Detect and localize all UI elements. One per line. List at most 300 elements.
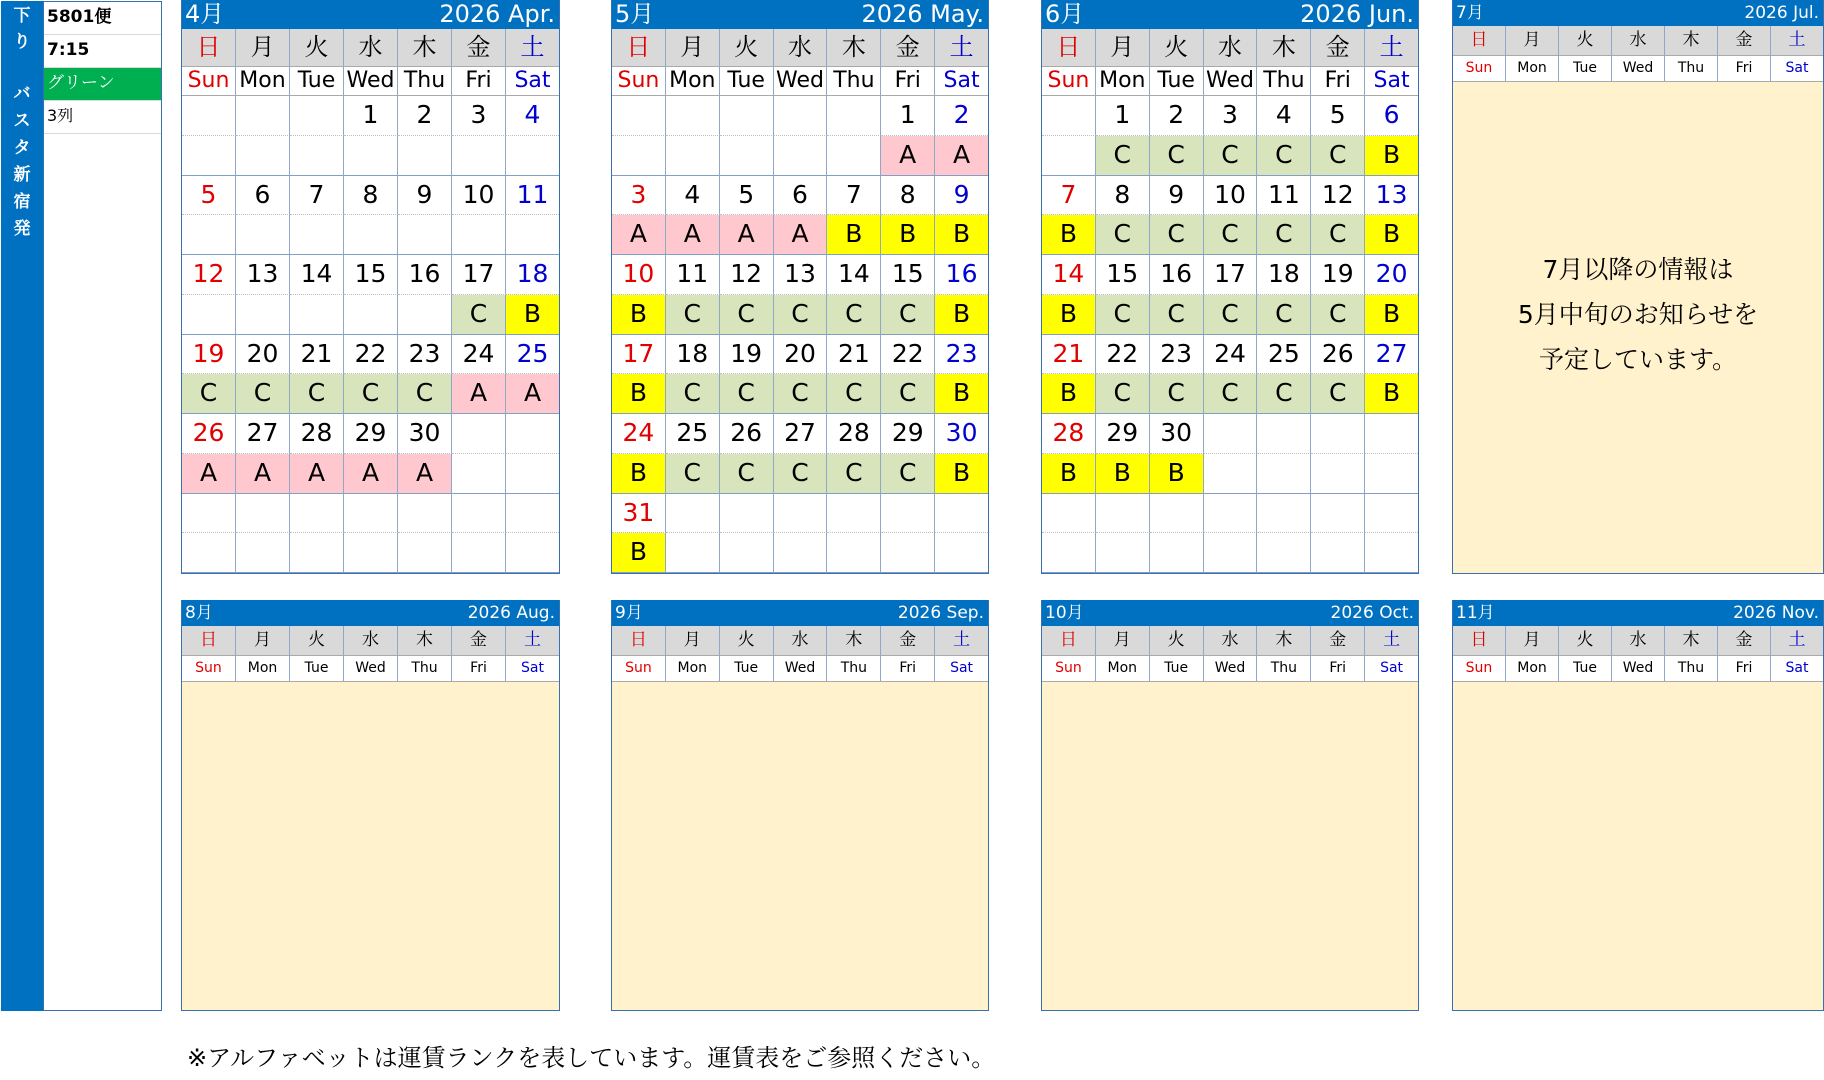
date-cell bbox=[827, 494, 881, 534]
date-row bbox=[612, 176, 988, 216]
date-cell: 10 bbox=[1204, 176, 1258, 216]
date-cell bbox=[398, 494, 452, 534]
fare-rank-cell: C bbox=[290, 374, 344, 414]
date-cell: 9 bbox=[398, 176, 452, 216]
fare-rank-cell bbox=[720, 533, 774, 573]
weekday-label: Fri bbox=[1311, 656, 1365, 682]
date-cell: 16 bbox=[935, 255, 988, 295]
weekday-label: 日 bbox=[182, 29, 236, 67]
date-row bbox=[182, 414, 559, 454]
date-cell: 12 bbox=[182, 255, 236, 295]
weekday-label: Fri bbox=[1718, 56, 1771, 82]
date-cell: 6 bbox=[774, 176, 828, 216]
weekday-label: Thu bbox=[398, 67, 452, 96]
weekday-row-ja bbox=[612, 29, 988, 67]
fare-rank-cell bbox=[398, 533, 452, 573]
notice-line: 予定しています。 bbox=[1538, 345, 1737, 374]
fare-rank-row bbox=[1042, 533, 1418, 573]
fare-rank-row bbox=[1042, 374, 1418, 414]
fare-rank-cell: C bbox=[1096, 295, 1150, 335]
fare-rank-cell bbox=[1096, 533, 1150, 573]
weekday-label: Sat bbox=[935, 656, 988, 682]
month-title-ja: 8月 bbox=[185, 603, 213, 623]
date-cell: 8 bbox=[881, 176, 935, 216]
weekday-label: 水 bbox=[344, 626, 398, 656]
date-cell: 22 bbox=[344, 335, 398, 375]
weekday-label: Tue bbox=[1559, 656, 1612, 682]
date-cell bbox=[1150, 494, 1204, 534]
date-cell: 5 bbox=[1311, 96, 1365, 136]
weekday-label: Fri bbox=[1718, 656, 1771, 682]
weekday-label: 金 bbox=[1718, 26, 1771, 56]
weekday-label: 土 bbox=[506, 29, 559, 67]
fare-rank-cell: B bbox=[612, 295, 666, 335]
weekday-label: Fri bbox=[452, 656, 506, 682]
fare-rank-cell: C bbox=[881, 295, 935, 335]
month-title-ja: 7月 bbox=[1456, 3, 1484, 23]
fare-rank-cell bbox=[506, 533, 559, 573]
date-cell: 29 bbox=[881, 414, 935, 454]
weekday-label: 水 bbox=[1612, 26, 1665, 56]
fare-rank-cell: C bbox=[1311, 215, 1365, 255]
date-cell bbox=[1204, 494, 1258, 534]
fare-rank-cell bbox=[182, 295, 236, 335]
fare-rank-row bbox=[612, 215, 988, 255]
weekday-label: Mon bbox=[236, 656, 290, 682]
date-cell: 2 bbox=[398, 96, 452, 136]
date-cell bbox=[1365, 414, 1418, 454]
fare-rank-cell: C bbox=[827, 295, 881, 335]
fare-rank-cell bbox=[1150, 533, 1204, 573]
fare-rank-cell bbox=[1204, 454, 1258, 494]
fare-rank-cell bbox=[398, 215, 452, 255]
date-cell: 8 bbox=[1096, 176, 1150, 216]
fare-rank-cell bbox=[182, 136, 236, 176]
weekday-label: Tue bbox=[1559, 56, 1612, 82]
weekday-label: 火 bbox=[290, 626, 344, 656]
fare-rank-cell: A bbox=[452, 374, 506, 414]
date-cell: 26 bbox=[182, 414, 236, 454]
weekday-label: Mon bbox=[1506, 656, 1559, 682]
date-cell: 1 bbox=[1096, 96, 1150, 136]
month-header bbox=[182, 600, 559, 626]
weekday-label: Wed bbox=[344, 656, 398, 682]
fare-rank-cell bbox=[506, 136, 559, 176]
month-calendar bbox=[1452, 0, 1824, 574]
fare-rank-cell: C bbox=[398, 374, 452, 414]
month-header bbox=[1453, 600, 1823, 626]
fare-rank-cell: B bbox=[1365, 136, 1418, 176]
fare-rank-cell: B bbox=[506, 295, 559, 335]
weekday-label: 火 bbox=[1150, 29, 1204, 67]
weekday-label: Sat bbox=[935, 67, 988, 96]
date-cell bbox=[612, 96, 666, 136]
weekday-label: 金 bbox=[881, 29, 935, 67]
date-cell: 28 bbox=[1042, 414, 1096, 454]
date-cell: 10 bbox=[452, 176, 506, 216]
date-cell: 11 bbox=[666, 255, 720, 295]
fare-rank-cell: A bbox=[612, 215, 666, 255]
month-title-en: 2026 Nov. bbox=[1733, 603, 1819, 623]
month-body-empty bbox=[182, 682, 559, 1010]
fare-rank-cell: C bbox=[720, 454, 774, 494]
weekday-label: 日 bbox=[182, 626, 236, 656]
weekday-label: 木 bbox=[398, 29, 452, 67]
fare-rank-cell: B bbox=[935, 295, 988, 335]
weekday-label: 木 bbox=[827, 626, 881, 656]
weekday-row-ja bbox=[182, 29, 559, 67]
fare-rank-cell: A bbox=[774, 215, 828, 255]
fare-rank-cell: C bbox=[1204, 136, 1258, 176]
weekday-label: Wed bbox=[1204, 656, 1258, 682]
date-cell: 26 bbox=[1311, 335, 1365, 375]
weekday-label: Mon bbox=[1506, 56, 1559, 82]
fare-rank-cell bbox=[290, 136, 344, 176]
month-title-en: 2026 Jun. bbox=[1300, 0, 1414, 28]
date-cell: 30 bbox=[935, 414, 988, 454]
date-cell: 3 bbox=[452, 96, 506, 136]
date-row bbox=[182, 494, 559, 534]
date-cell: 24 bbox=[612, 414, 666, 454]
weekday-label: Mon bbox=[1096, 656, 1150, 682]
date-cell: 17 bbox=[612, 335, 666, 375]
month-calendar bbox=[1041, 0, 1419, 574]
date-cell: 20 bbox=[236, 335, 290, 375]
weekday-label: 土 bbox=[1771, 626, 1823, 656]
date-cell bbox=[182, 96, 236, 136]
date-cell bbox=[236, 494, 290, 534]
date-cell bbox=[1042, 494, 1096, 534]
month-header bbox=[1042, 0, 1418, 29]
weekday-label: Sat bbox=[506, 656, 559, 682]
fare-rank-cell bbox=[881, 533, 935, 573]
date-cell: 15 bbox=[344, 255, 398, 295]
fare-rank-cell: A bbox=[398, 454, 452, 494]
date-cell: 15 bbox=[1096, 255, 1150, 295]
date-cell: 28 bbox=[290, 414, 344, 454]
departure-label: バ ス タ 新 宿 発 bbox=[13, 84, 31, 239]
weekday-label: Fri bbox=[881, 656, 935, 682]
month-title-en: 2026 Apr. bbox=[439, 0, 555, 28]
fare-rank-cell: C bbox=[1150, 215, 1204, 255]
weekday-label: 月 bbox=[1506, 26, 1559, 56]
fare-rank-cell bbox=[1365, 454, 1418, 494]
weekday-label: Wed bbox=[1204, 67, 1258, 96]
date-row bbox=[182, 255, 559, 295]
fare-rank-cell bbox=[1042, 136, 1096, 176]
date-row bbox=[182, 176, 559, 216]
month-header bbox=[1453, 0, 1823, 26]
date-cell: 1 bbox=[344, 96, 398, 136]
month-calendar bbox=[611, 0, 989, 574]
month-title-ja: 6月 bbox=[1045, 0, 1085, 28]
month-header bbox=[182, 0, 559, 29]
fare-rank-cell: C bbox=[344, 374, 398, 414]
fare-rank-cell: C bbox=[881, 374, 935, 414]
date-cell: 25 bbox=[666, 414, 720, 454]
weekday-label: Fri bbox=[1311, 67, 1365, 96]
date-cell: 9 bbox=[1150, 176, 1204, 216]
fare-rank-row bbox=[182, 374, 559, 414]
fare-rank-row bbox=[612, 136, 988, 176]
fare-rank-cell: B bbox=[827, 215, 881, 255]
fare-rank-cell: B bbox=[1150, 454, 1204, 494]
date-cell bbox=[344, 494, 398, 534]
fare-rank-row bbox=[182, 295, 559, 335]
weekday-label: Mon bbox=[666, 67, 720, 96]
month-body-empty bbox=[612, 682, 988, 1010]
fare-rank-cell bbox=[666, 136, 720, 176]
date-cell: 22 bbox=[881, 335, 935, 375]
date-cell: 28 bbox=[827, 414, 881, 454]
fare-rank-cell: C bbox=[720, 295, 774, 335]
fare-rank-cell: C bbox=[720, 374, 774, 414]
fare-rank-cell bbox=[935, 533, 988, 573]
date-row bbox=[182, 96, 559, 136]
fare-rank-cell: B bbox=[1042, 295, 1096, 335]
date-row bbox=[612, 414, 988, 454]
weekday-label: Sun bbox=[1042, 67, 1096, 96]
weekday-label: Tue bbox=[1150, 67, 1204, 96]
fare-rank-cell: B bbox=[1042, 215, 1096, 255]
weekday-row-en bbox=[1042, 67, 1418, 96]
weekday-label: Fri bbox=[452, 67, 506, 96]
fare-rank-cell: C bbox=[1204, 374, 1258, 414]
month-header bbox=[612, 0, 988, 29]
weekday-label: 日 bbox=[1042, 626, 1096, 656]
date-cell bbox=[1042, 96, 1096, 136]
date-cell bbox=[182, 494, 236, 534]
weekday-label: Thu bbox=[1665, 656, 1718, 682]
fare-rank-cell bbox=[236, 136, 290, 176]
fare-rank-cell bbox=[827, 136, 881, 176]
fare-rank-cell bbox=[1311, 533, 1365, 573]
date-cell: 29 bbox=[344, 414, 398, 454]
fare-rank-cell bbox=[290, 533, 344, 573]
date-cell: 21 bbox=[827, 335, 881, 375]
date-cell: 19 bbox=[182, 335, 236, 375]
date-cell: 2 bbox=[935, 96, 988, 136]
fare-rank-cell: C bbox=[666, 454, 720, 494]
fare-rank-cell bbox=[236, 533, 290, 573]
fare-rank-cell: C bbox=[666, 374, 720, 414]
date-cell bbox=[1365, 494, 1418, 534]
fare-rank-cell bbox=[1042, 533, 1096, 573]
weekday-label: 日 bbox=[1453, 26, 1506, 56]
date-cell: 16 bbox=[398, 255, 452, 295]
fare-rank-cell bbox=[452, 533, 506, 573]
weekday-label: 土 bbox=[1365, 29, 1418, 67]
date-cell: 14 bbox=[1042, 255, 1096, 295]
fare-rank-cell: C bbox=[1150, 136, 1204, 176]
fare-rank-cell bbox=[290, 295, 344, 335]
weekday-label: 金 bbox=[881, 626, 935, 656]
date-cell: 6 bbox=[1365, 96, 1418, 136]
date-cell: 5 bbox=[720, 176, 774, 216]
date-cell: 13 bbox=[774, 255, 828, 295]
date-cell: 11 bbox=[506, 176, 559, 216]
fare-rank-cell bbox=[506, 454, 559, 494]
weekday-label: Mon bbox=[666, 656, 720, 682]
weekday-label: Sun bbox=[1453, 56, 1506, 82]
date-cell: 8 bbox=[344, 176, 398, 216]
weekday-label: 月 bbox=[1506, 626, 1559, 656]
fare-rank-cell bbox=[666, 533, 720, 573]
date-row bbox=[612, 96, 988, 136]
fare-rank-row bbox=[1042, 215, 1418, 255]
fare-rank-cell: B bbox=[1042, 454, 1096, 494]
weekday-label: 水 bbox=[774, 626, 828, 656]
fare-rank-cell: B bbox=[935, 454, 988, 494]
date-cell: 7 bbox=[1042, 176, 1096, 216]
month-title-ja: 4月 bbox=[185, 0, 225, 28]
fare-rank-row bbox=[182, 136, 559, 176]
fare-rank-cell bbox=[290, 215, 344, 255]
fare-rank-cell: B bbox=[1096, 454, 1150, 494]
weekday-label: Wed bbox=[1612, 656, 1665, 682]
weekday-row-en bbox=[612, 67, 988, 96]
date-cell: 13 bbox=[236, 255, 290, 295]
month-header bbox=[1042, 600, 1418, 626]
date-cell: 2 bbox=[1150, 96, 1204, 136]
fare-rank-cell bbox=[344, 295, 398, 335]
date-row bbox=[1042, 414, 1418, 454]
fare-rank-row bbox=[182, 533, 559, 573]
weekday-label: 火 bbox=[720, 29, 774, 67]
fare-rank-row bbox=[182, 454, 559, 494]
fare-rank-cell: A bbox=[720, 215, 774, 255]
weekday-label: Fri bbox=[881, 67, 935, 96]
date-cell: 4 bbox=[506, 96, 559, 136]
weekday-label: Tue bbox=[1150, 656, 1204, 682]
fare-rank-cell bbox=[1257, 454, 1311, 494]
trip-info-panel bbox=[43, 1, 162, 1011]
weekday-label: Thu bbox=[1257, 67, 1311, 96]
month-calendar bbox=[611, 600, 989, 1011]
fare-rank-row bbox=[1042, 454, 1418, 494]
date-cell: 22 bbox=[1096, 335, 1150, 375]
weekday-row-ja bbox=[1453, 26, 1823, 56]
date-cell: 17 bbox=[1204, 255, 1258, 295]
fare-rank-cell bbox=[452, 136, 506, 176]
fare-rank-cell: A bbox=[666, 215, 720, 255]
date-cell: 15 bbox=[881, 255, 935, 295]
date-cell: 30 bbox=[398, 414, 452, 454]
fare-rank-cell: C bbox=[1204, 215, 1258, 255]
date-row bbox=[1042, 494, 1418, 534]
weekday-row-en bbox=[182, 656, 559, 682]
fare-rank-cell bbox=[344, 215, 398, 255]
weekday-label: 土 bbox=[1771, 26, 1823, 56]
date-cell bbox=[290, 96, 344, 136]
month-calendar bbox=[1041, 600, 1419, 1011]
fare-rank-cell: A bbox=[290, 454, 344, 494]
seat-row-count: 3列 bbox=[44, 101, 161, 134]
fare-rank-cell: A bbox=[881, 136, 935, 176]
weekday-label: Sat bbox=[1771, 656, 1823, 682]
weekday-row-ja bbox=[1453, 626, 1823, 656]
date-cell: 20 bbox=[1365, 255, 1418, 295]
fare-rank-cell: C bbox=[1096, 374, 1150, 414]
weekday-label: 木 bbox=[1257, 29, 1311, 67]
weekday-label: 火 bbox=[720, 626, 774, 656]
date-cell: 10 bbox=[612, 255, 666, 295]
fare-rank-cell: C bbox=[827, 454, 881, 494]
weekday-row-en bbox=[1042, 656, 1418, 682]
weekday-label: 月 bbox=[666, 626, 720, 656]
weekday-label: 水 bbox=[774, 29, 828, 67]
weekday-row-ja bbox=[1042, 29, 1418, 67]
fare-rank-cell bbox=[1257, 533, 1311, 573]
weekday-label: Thu bbox=[1665, 56, 1718, 82]
weekday-label: 日 bbox=[612, 29, 666, 67]
info-notice bbox=[1453, 247, 1823, 382]
month-title-ja: 11月 bbox=[1456, 603, 1495, 623]
date-row bbox=[182, 335, 559, 375]
date-row bbox=[612, 255, 988, 295]
weekday-label: 金 bbox=[1718, 626, 1771, 656]
weekday-label: 火 bbox=[1150, 626, 1204, 656]
seat-grade: グリーン bbox=[44, 68, 161, 101]
fare-rank-row bbox=[1042, 295, 1418, 335]
weekday-label: 土 bbox=[935, 626, 988, 656]
weekday-row-en bbox=[1453, 656, 1823, 682]
weekday-label: Thu bbox=[398, 656, 452, 682]
fare-rank-cell bbox=[827, 533, 881, 573]
weekday-label: Wed bbox=[774, 67, 828, 96]
weekday-row-en bbox=[612, 656, 988, 682]
date-cell: 14 bbox=[827, 255, 881, 295]
date-row bbox=[1042, 176, 1418, 216]
fare-rank-cell: C bbox=[1311, 136, 1365, 176]
date-cell: 14 bbox=[290, 255, 344, 295]
month-title-en: 2026 May. bbox=[861, 0, 984, 28]
weekday-label: Tue bbox=[290, 656, 344, 682]
date-cell bbox=[236, 96, 290, 136]
fare-rank-cell: C bbox=[1204, 295, 1258, 335]
weekday-label: 木 bbox=[1665, 626, 1718, 656]
fare-rank-cell: A bbox=[935, 136, 988, 176]
fare-rank-cell: C bbox=[1311, 374, 1365, 414]
fare-rank-cell: C bbox=[1257, 295, 1311, 335]
date-cell: 3 bbox=[612, 176, 666, 216]
fare-rank-cell bbox=[182, 215, 236, 255]
date-cell: 19 bbox=[1311, 255, 1365, 295]
fare-rank-cell: C bbox=[1150, 295, 1204, 335]
date-cell: 30 bbox=[1150, 414, 1204, 454]
date-cell bbox=[1204, 414, 1258, 454]
weekday-label: 土 bbox=[935, 29, 988, 67]
weekday-label: Mon bbox=[236, 67, 290, 96]
fare-rank-cell bbox=[1365, 533, 1418, 573]
fare-rank-cell: C bbox=[182, 374, 236, 414]
month-title-en: 2026 Sep. bbox=[897, 603, 984, 623]
date-cell: 25 bbox=[506, 335, 559, 375]
fare-rank-cell bbox=[720, 136, 774, 176]
fare-rank-cell: C bbox=[666, 295, 720, 335]
weekday-label: 月 bbox=[666, 29, 720, 67]
direction-tab bbox=[1, 1, 43, 1011]
date-cell bbox=[1257, 414, 1311, 454]
fare-rank-cell bbox=[1311, 454, 1365, 494]
fare-rank-cell: C bbox=[881, 454, 935, 494]
flight-number: 5801便 bbox=[44, 2, 161, 35]
direction-label: 下 り bbox=[13, 6, 31, 52]
date-cell: 9 bbox=[935, 176, 988, 216]
month-header bbox=[612, 600, 988, 626]
fare-rank-cell bbox=[344, 136, 398, 176]
weekday-row-ja bbox=[612, 626, 988, 656]
